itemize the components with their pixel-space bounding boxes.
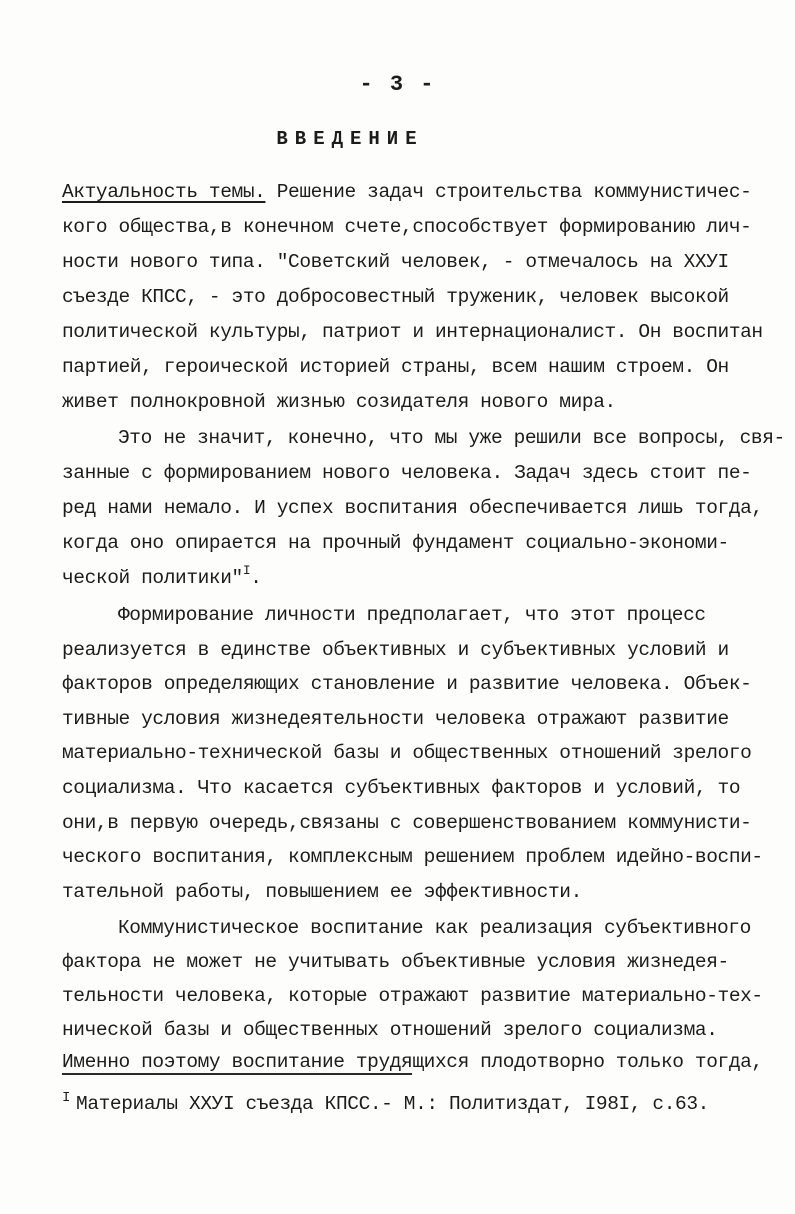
paragraph-line: реализуется в единстве объективных и субъективных условий и: [62, 639, 729, 661]
paragraph-line: [62, 563, 262, 590]
paragraph-line: факторов определяющих становление и развитие человека. Объек-: [62, 673, 752, 695]
paragraph-line: кого общества,в конечном счете,способствует формированию лич-: [62, 216, 752, 238]
footnote-divider: [62, 1073, 412, 1075]
paragraph-line: тивные условия жизнедеятельности человека отражают развитие: [62, 708, 729, 730]
footnote-reference: I: [242, 563, 251, 578]
paragraph-line: фактора не может не учитывать объективные условия жизнедея-: [62, 951, 729, 973]
section-title: ВВЕДЕНИЕ: [276, 128, 424, 150]
paragraph-line: партией, героической историей страны, всем нашим строем. Он: [62, 356, 729, 378]
paragraph-line: ческого воспитания, комплексным решением проблем идейно-воспи-: [62, 846, 763, 868]
paragraph-line: занные с формированием нового человека. Задач здесь стоит пе-: [62, 462, 752, 484]
paragraph-line: Именно поэтому воспитание трудящихся плодотворно только тогда,: [62, 1051, 763, 1073]
paragraph-line: нической базы и общественных отношений зрелого социализма.: [62, 1019, 718, 1041]
paragraph-line: тательной работы, повышением ее эффективности.: [62, 881, 582, 903]
footnote: [62, 1092, 709, 1116]
paragraph-line: Это не значит, конечно, что мы уже решили все вопросы, свя-: [118, 427, 785, 449]
footnote-marker: I: [62, 1090, 71, 1106]
footnote-text: Материалы XXУI съезда КПСС.- М.: Политиздат, I98I, с.63.: [76, 1093, 709, 1115]
paragraph-line: живет полнокровной жизнью созидателя нового мира.: [62, 391, 616, 413]
paragraph-line: [62, 180, 751, 204]
paragraph-line: съезде КПСС, - это добросовестный труженик, человек высокой: [62, 286, 729, 308]
paragraph-line: политической культуры, патриот и интернационалист. Он воспитан: [62, 321, 763, 343]
paragraph-line: когда оно опирается на прочный фундамент социально-экономи-: [62, 532, 729, 554]
paragraph-line: ред нами немало. И успех воспитания обеспечивается лишь тогда,: [62, 497, 763, 519]
paragraph-line: Коммунистическое воспитание как реализация субъективного: [118, 917, 751, 939]
paragraph-text: ческой политики": [62, 567, 243, 589]
paragraph-text: .: [250, 567, 262, 589]
paragraph-line: ности нового типа. "Советский человек, - отмечалось на XXУI: [62, 251, 729, 273]
paragraph-line: материально-технической базы и общественных отношений зрелого: [62, 742, 752, 764]
paragraph-line: социализма. Что касается субъективных факторов и условий, то: [62, 777, 741, 799]
paragraph-line: Формирование личности предполагает, что этот процесс: [118, 604, 706, 626]
page-number: - 3 -: [359, 72, 436, 97]
paragraph-line: они,в первую очередь,связаны с совершенствованием коммунисти-: [62, 812, 752, 834]
section-heading: Актуальность темы.: [62, 181, 266, 203]
paragraph-text: Решение задач строительства коммунистичес-: [265, 181, 752, 203]
paragraph-line: тельности человека, которые отражают развитие материально-тех-: [62, 985, 763, 1007]
